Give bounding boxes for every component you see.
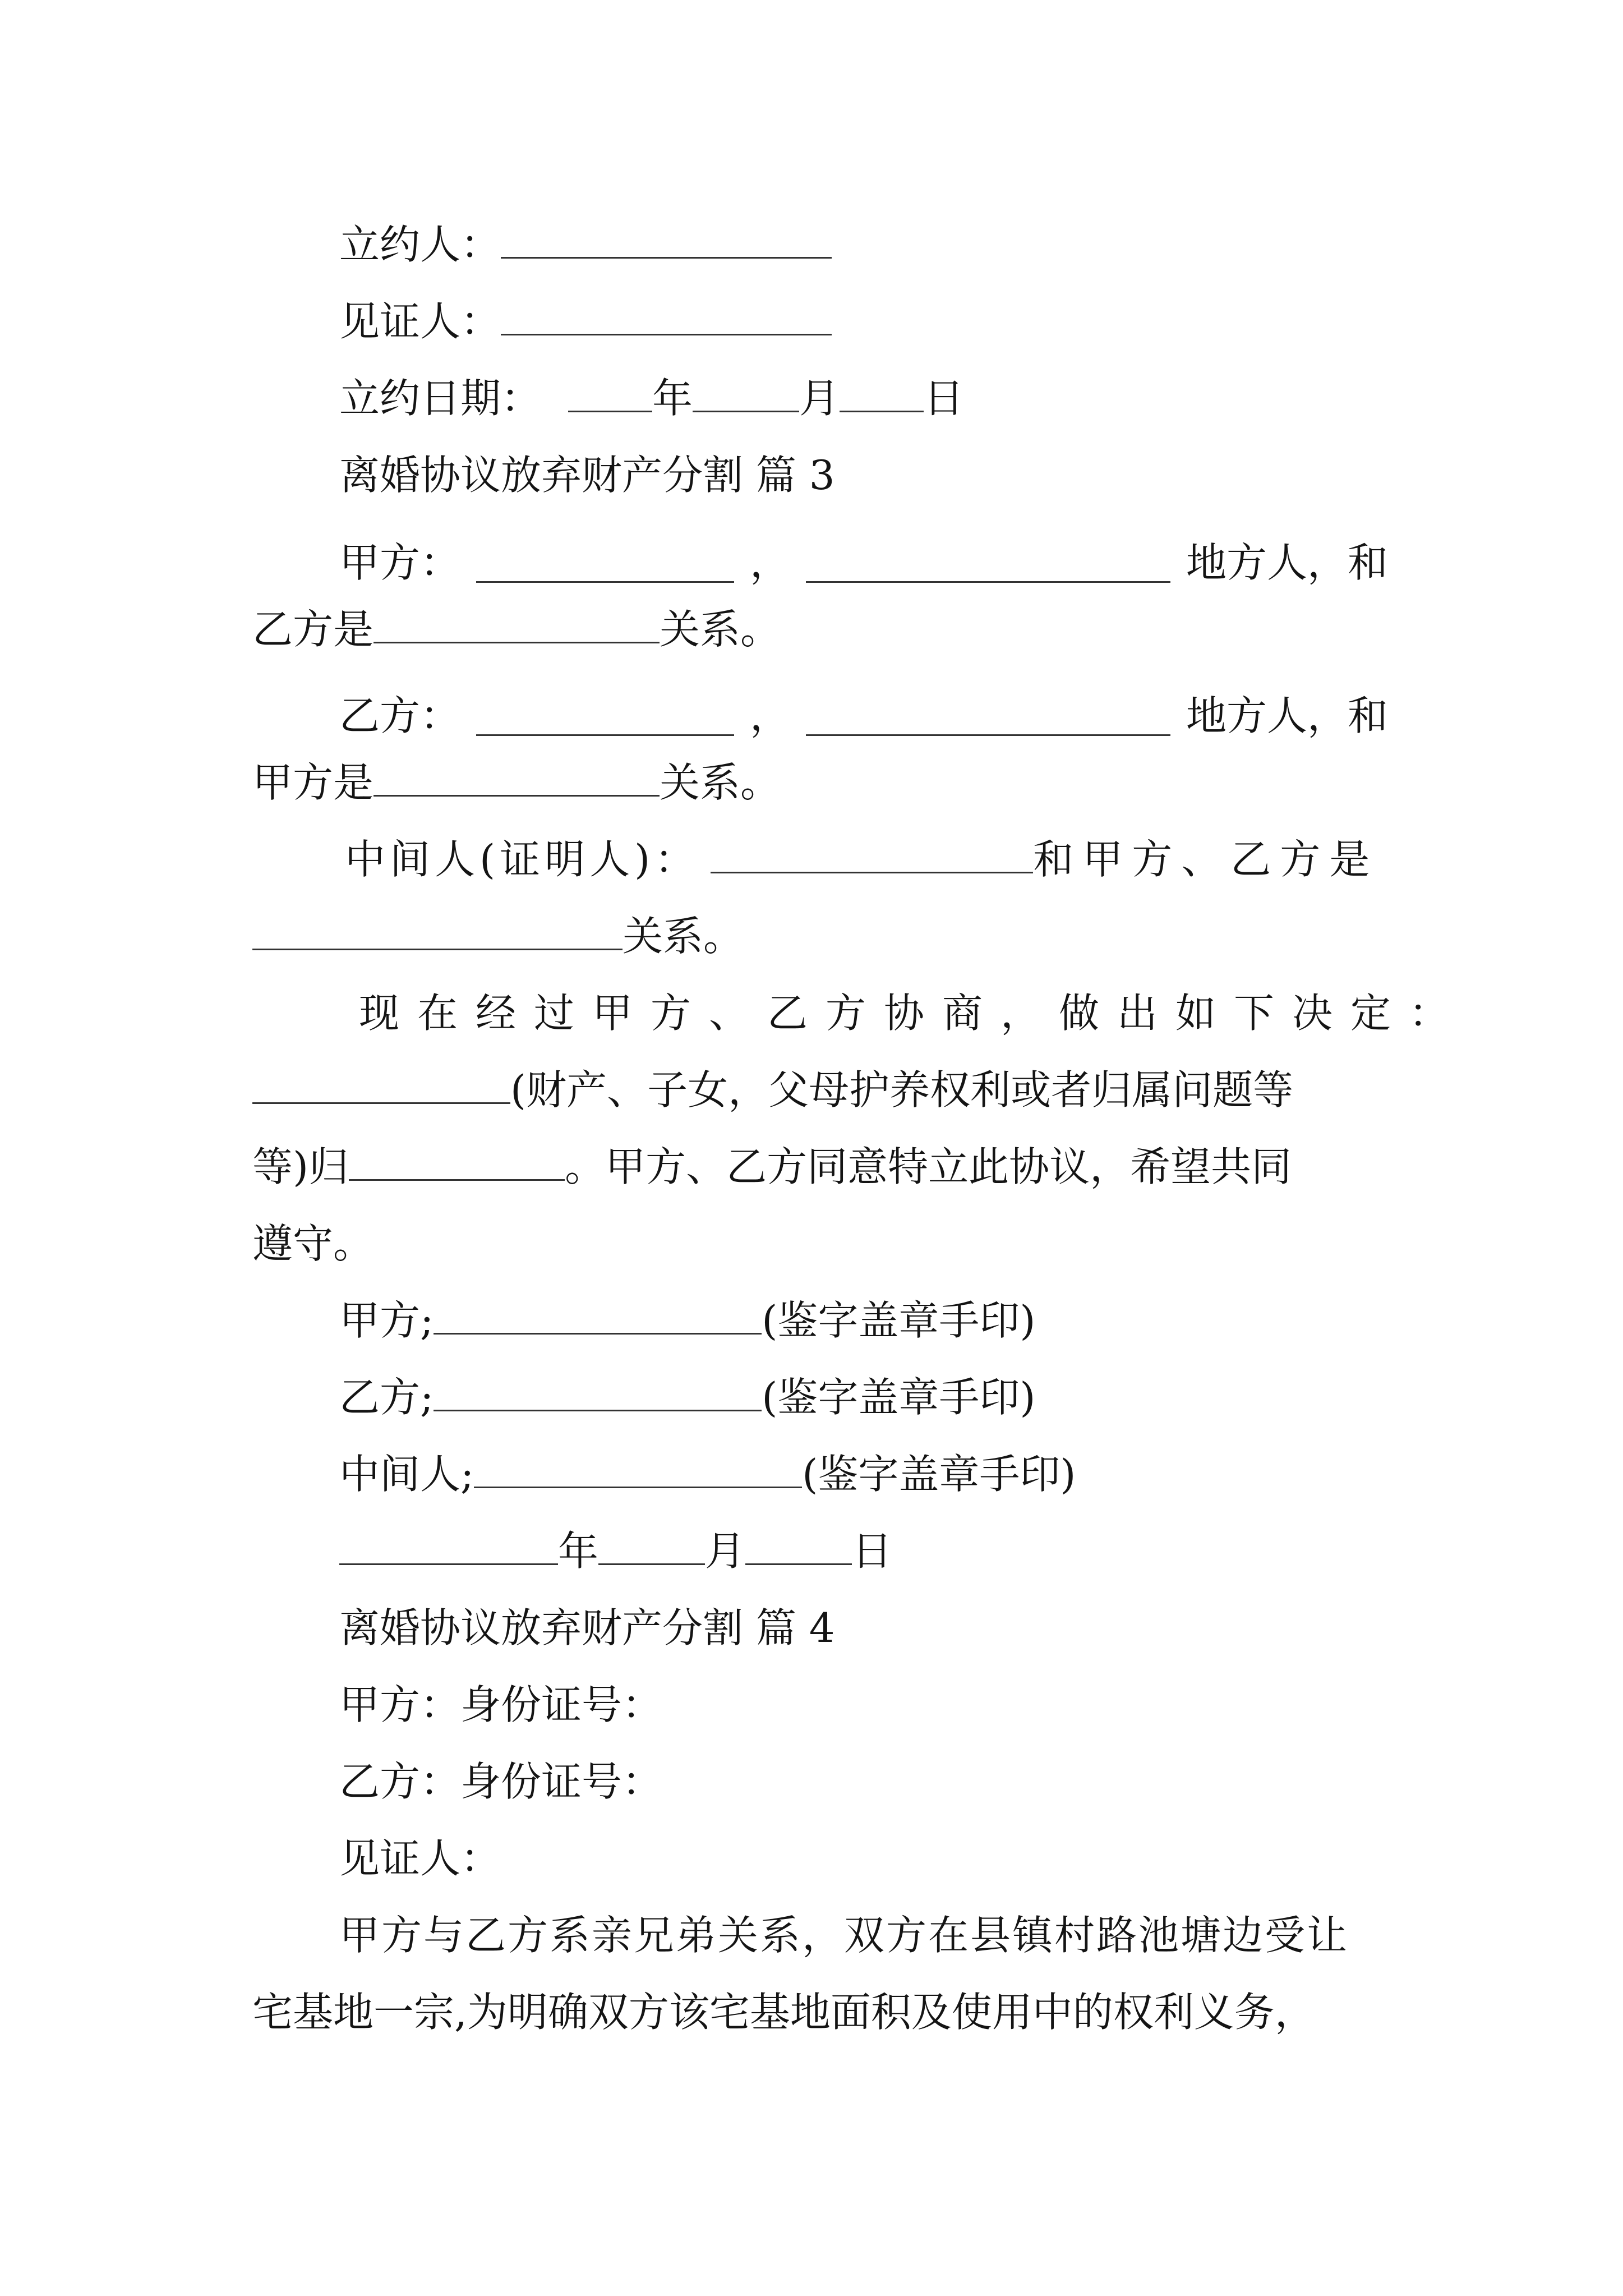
middleman-line [345, 836, 1388, 890]
signature-note: (鉴字盖章手印) [762, 1374, 1036, 1421]
day-label: 日 [924, 375, 965, 422]
signature-note: (鉴字盖章手印) [762, 1297, 1036, 1344]
decision-item-blank[interactable] [252, 1070, 510, 1104]
sign-date-label: 立约日期： [339, 375, 542, 422]
decision-end-line [252, 1220, 374, 1274]
section-heading-3-text: 离婚协议放弃财产分割 篇 3 [339, 452, 835, 499]
decision-intro: 现在经过甲方、乙方协商，做出如下决定： [359, 990, 1468, 1037]
month-label: 月 [705, 1527, 746, 1575]
middleman-blank[interactable] [711, 839, 1033, 873]
decision-item-line [252, 1066, 1294, 1120]
decision-agreement-text: 。甲方、乙方同意特立此协议，希望共同 [565, 1143, 1292, 1190]
party-a-signature-label: 甲方; [339, 1297, 434, 1344]
middleman-label: 中间人(证明人)： [345, 836, 700, 883]
signature-note: (鉴字盖章手印) [802, 1451, 1076, 1498]
party-a-name-blank[interactable] [476, 549, 734, 583]
body-paragraph-text-2: 宅基地一宗,为明确双方该宅基地面积及使用中的权利义务， [252, 1989, 1315, 2036]
witness-label-line [339, 1835, 501, 1889]
year-label: 年 [652, 375, 693, 422]
decision-owner-label: 等)归 [252, 1143, 349, 1190]
relation-suffix: 关系。 [660, 606, 781, 653]
party-a-signature-blank[interactable] [434, 1300, 762, 1335]
sign-month-blank[interactable] [693, 378, 799, 412]
party-b-relation-label: 甲方是 [252, 759, 374, 806]
witness-label: 见证人： [339, 298, 501, 345]
body-paragraph-line-2 [252, 1989, 1315, 2042]
party-b-relation-blank[interactable] [374, 762, 660, 797]
party-b-relation-line [252, 759, 781, 813]
signatory-line [339, 221, 832, 275]
party-a-id-label: 甲方：身份证号： [339, 1681, 663, 1728]
agreement-month-blank[interactable] [598, 1531, 705, 1565]
witness-blank[interactable] [501, 301, 832, 335]
agreement-year-blank[interactable] [339, 1531, 558, 1565]
section-heading-3 [339, 452, 835, 505]
agreement-day-blank[interactable] [745, 1531, 852, 1565]
party-b-signature-label: 乙方; [339, 1374, 434, 1421]
party-a-label: 甲方： [339, 539, 461, 586]
middleman-signature-blank[interactable] [474, 1454, 802, 1488]
party-b-label: 乙方： [339, 692, 461, 739]
party-b-signature-line [339, 1374, 1036, 1428]
relation-suffix: 关系。 [660, 759, 781, 806]
sign-date-line [339, 375, 965, 429]
middleman-signature-label: 中间人; [339, 1451, 474, 1498]
party-b-id-line [339, 1758, 663, 1812]
decision-owner-blank[interactable] [349, 1147, 565, 1181]
agreement-date-line [339, 1527, 893, 1581]
middleman-relation-blank[interactable] [252, 916, 623, 950]
party-a-relation-label: 乙方是 [252, 606, 374, 653]
witness-line [339, 298, 832, 352]
witness-label-2: 见证人： [339, 1835, 501, 1882]
party-b-place-blank[interactable] [806, 702, 1170, 736]
party-a-relation-line [252, 606, 781, 660]
section-heading-4 [339, 1604, 835, 1658]
month-label: 月 [799, 375, 840, 422]
comma: ， [749, 692, 790, 739]
decision-item-desc: (财产、子女，父母护养权利或者归属问题等 [510, 1066, 1294, 1114]
party-b-line [339, 685, 1388, 739]
body-paragraph-line-1 [339, 1912, 1349, 1966]
signatory-blank[interactable] [501, 224, 832, 259]
party-b-place-suffix: 地方人，和 [1186, 692, 1388, 739]
party-a-id-line [339, 1681, 663, 1735]
decision-end-text: 遵守。 [252, 1220, 374, 1267]
sign-year-blank[interactable] [568, 378, 652, 412]
day-label: 日 [852, 1527, 893, 1575]
party-a-signature-line [339, 1297, 1036, 1351]
signatory-label: 立约人： [339, 221, 501, 268]
section-heading-4-text: 离婚协议放弃财产分割 篇 4 [339, 1604, 835, 1651]
party-a-place-blank[interactable] [806, 549, 1170, 583]
decision-owner-line [252, 1143, 1292, 1197]
party-a-relation-blank[interactable] [374, 609, 660, 643]
party-a-place-suffix: 地方人，和 [1186, 539, 1388, 586]
party-b-id-label: 乙方：身份证号： [339, 1758, 663, 1805]
relation-suffix: 关系。 [623, 913, 744, 960]
middleman-relation-line [252, 913, 744, 967]
comma: ， [749, 539, 790, 586]
party-a-line [339, 532, 1388, 586]
middleman-signature-line [339, 1451, 1076, 1504]
body-paragraph-text-1: 甲方与乙方系亲兄弟关系，双方在县镇村路池塘边受让 [339, 1912, 1349, 1959]
middleman-relation-text: 和甲方、乙方是 [1033, 836, 1379, 883]
sign-day-blank[interactable] [840, 378, 924, 412]
decision-line [359, 990, 1468, 1043]
party-b-signature-blank[interactable] [434, 1377, 762, 1411]
year-label: 年 [558, 1527, 599, 1575]
party-b-name-blank[interactable] [476, 702, 734, 736]
